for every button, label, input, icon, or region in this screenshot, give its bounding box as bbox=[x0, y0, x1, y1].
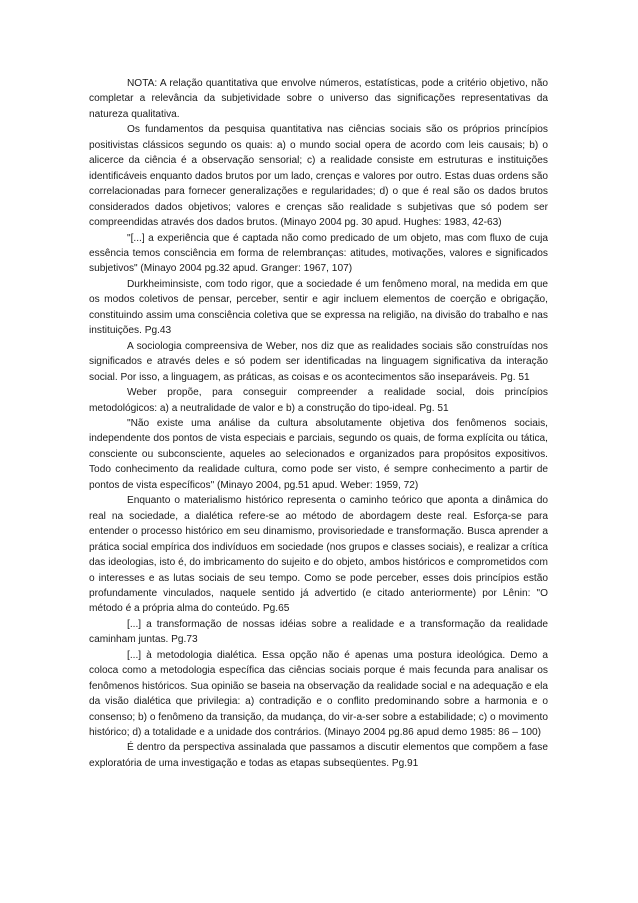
paragraph-durkheim: Durkheiminsiste, com todo rigor, que a sociedade é um fenômeno moral, na medida em que os modos coletivos de pensar, perceber, sentir e agir incluem elementos de coerção e obrigação, constituindo assim uma consciência coletiva que se expressa na religião, na divisão do trabalho e nas instituições. Pg.43 bbox=[89, 278, 548, 337]
paragraph-culture-quote: "Não existe uma análise da cultura absolutamente objetiva dos fenômenos sociais, independente dos pontos de vista especiais e parciais, segundo os quais, de forma explícita ou tática, consciente ou subconsciente, aqueles ao selecionados e organizados para propósitos expositivos. Todo conhecimento da realidade cultura, como pode ser visto, é sempre conhecimento a partir de pontos de vista específicos" (Minayo 2004, pg.51 apud. Weber: 1959, 72) bbox=[89, 417, 548, 491]
paragraph-historical-materialism: Enquanto o materialismo histórico representa o caminho teórico que aponta a dinâmica do real na sociedade, a dialética refere-se ao método de abordagem deste real. Esforça-se para entender o processo histórico em seu dinamismo, provisoriedade e transformação. Busca aprender a prática social empírica dos indivíduos em sociedade (nos grupos e classes sociais), e realizar a crítica das ideologias, isto é, do imbricamento do sujeito e do objeto, ambos históricos e comprometidos com o interesses e as lutas sociais de seu tempo. Como se pode perceber, esses dois princípios estão profundamente vinculados, naquele sentido já advertido (e citado anteriormente) por Lênin: "O método é a própria alma do conteúdo. Pg.65 bbox=[89, 495, 548, 615]
paragraph-weber-principles: Weber propõe, para conseguir compreender a realidade social, dois princípios metodológicos: a) a neutralidade de valor e b) a construção do tipo-ideal. Pg. 51 bbox=[89, 387, 548, 414]
document-page bbox=[89, 76, 548, 771]
paragraph-dialectical-method: [...] à metodologia dialética. Essa opção não é apenas uma postura ideológica. Demo a coloca como a metodologia específica das ciências sociais porque é mais fecunda para analisar os fenômenos históricos. Sua opinião se baseia na observação da realidade social e na adequação e ela da visão dialética que privilegia: a) contradição e o conflito predominando sobre a harmonia e o consenso; b) o fenômeno da transição, da mudança, do vir-a-ser sobre a estabilidade; c) o movimento histórico; d) a totalidade e a unidade dos contrários. (Minayo 2004 pg.86 apud demo 1985: 86 – 100) bbox=[89, 649, 548, 739]
paragraph-transformation: [...] a transformação de nossas idéias sobre a realidade e a transformação da realidade caminham juntas. Pg.73 bbox=[89, 618, 548, 646]
paragraph-quantitative-foundations: Os fundamentos da pesquisa quantitativa nas ciências sociais são os próprios princípios positivistas clássicos segundo os quais: a) o mundo social opera de acordo com leis causais; b) o alicerce da ciência é a observação sensorial; c) a realidade consiste em estruturas e instituições identificáveis enquanto dados brutos por um lado, crenças e valores por outro. Estas duas ordens são correlacionadas para fornecer generalizações e regularidades; d) o que é real são os dados brutos considerados dados objetivos; valores e crenças são realidade s subjetivas que só podem ser compreendidas através dos dados brutos. (Minayo 2004 pg. 30 apud. Hughes: 1983, 42-63) bbox=[89, 124, 548, 229]
paragraph-weber-sociology: A sociologia compreensiva de Weber, nos diz que as realidades sociais são construídas nos significados e através deles e só podem ser identificadas na linguagem significativa da interação social. Por isso, a linguagem, as práticas, as coisas e os acontecimentos são inseparáveis. Pg. 51 bbox=[89, 340, 548, 383]
paragraph-experience-quote: "[...] a experiência que é captada não como predicado de um objeto, mas com fluxo de cuja essência temos consciência em forma de relembranças: atitudes, motivações, valores e significados subjetivos" (Minayo 2004 pg.32 apud. Granger: 1967, 107) bbox=[89, 232, 548, 275]
paragraph-exploratory-phase: É dentro da perspectiva assinalada que passamos a discutir elementos que compõem a fase exploratória de uma investigação e todas as etapas subseqüentes. Pg.91 bbox=[89, 742, 548, 769]
paragraph-nota: NOTA: A relação quantitativa que envolve números, estatísticas, pode a critério objetivo, não completar a relevância da subjetividade sobre o universo das significações representativas da natureza qualitativa. bbox=[89, 78, 548, 120]
